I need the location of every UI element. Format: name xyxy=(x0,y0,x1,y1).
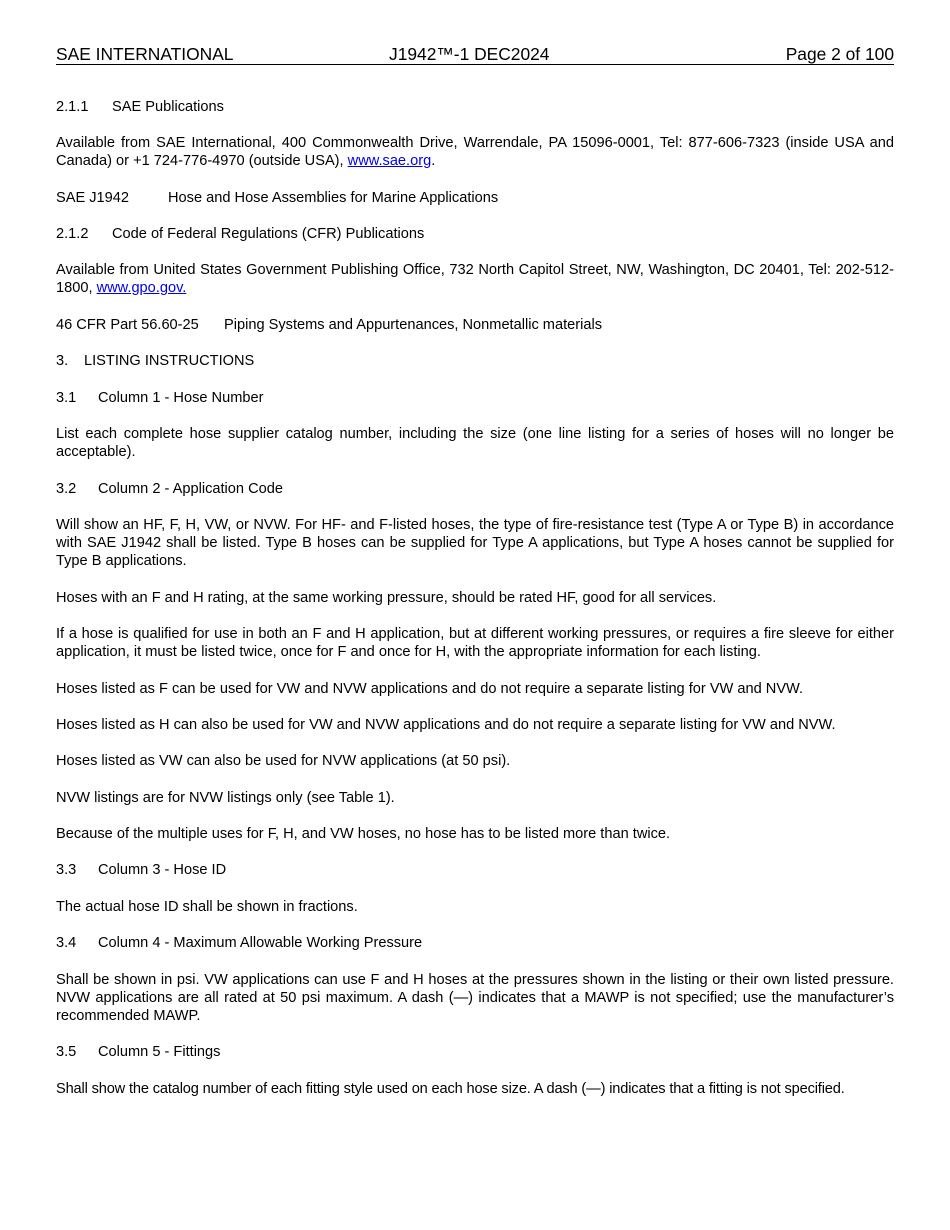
reference-title: Piping Systems and Appurtenances, Nonmetallic materials xyxy=(224,317,603,333)
gpo-availability-paragraph xyxy=(56,261,894,297)
sae-website-link[interactable]: www.sae.org xyxy=(347,153,432,169)
paragraph-3-4: Shall be shown in psi. VW applications can use F and H hoses at the pressures shown in the listing or their own listed pressure. NVW applications are all rated at 50 psi maximum. A dash (—) indicates that a MAWP is not specified; use the manufacturer’s recommended MAWP. xyxy=(56,972,894,1024)
paragraph-3-2-h: Because of the multiple uses for F, H, and VW hoses, no hose has to be listed more than twice. xyxy=(56,826,671,842)
header-organization: SAE INTERNATIONAL xyxy=(56,44,234,64)
section-3-5-heading xyxy=(56,1043,894,1061)
section-title: LISTING INSTRUCTIONS xyxy=(84,353,255,369)
paragraph-3-2-e: Hoses listed as H can also be used for VW and NVW applications and do not require a separate listing for VW and NVW. xyxy=(56,717,836,733)
section-2-1-1-heading xyxy=(56,98,894,116)
reference-title: Hose and Hose Assemblies for Marine Applications xyxy=(168,190,499,206)
paragraph-text: . xyxy=(431,153,436,169)
section-3-2-heading xyxy=(56,480,894,498)
paragraph-3-2-a: Will show an HF, F, H, VW, or NVW. For HF- and F-listed hoses, the type of fire-resistance test (Type A or Type B) in accordance with SAE J1942 shall be listed. Type B hoses can be supplied for Type A applications, but Type A hoses cannot be supplied for Type B applications. xyxy=(56,517,894,569)
gpo-website-link[interactable]: www.gpo.gov. xyxy=(96,280,187,296)
section-number: 3.3 xyxy=(56,862,77,878)
paragraph-3-2-f: Hoses listed as VW can also be used for NVW applications (at 50 psi). xyxy=(56,753,511,769)
section-number: 3.1 xyxy=(56,390,77,406)
section-title: Column 1 - Hose Number xyxy=(98,390,264,406)
paragraph-3-5: Shall show the catalog number of each fitting style used on each hose size. A dash (—) indicates that a fitting is not specified. xyxy=(56,1081,845,1097)
section-3-heading xyxy=(56,352,894,370)
section-3-1-heading xyxy=(56,389,894,407)
section-number: 3.2 xyxy=(56,481,77,497)
section-2-1-2-heading xyxy=(56,225,894,243)
paragraph-text: Available from United States Government Publishing Office, 732 North Capitol Street, NW, Washington, DC 20401, Tel: 202-512-1800, xyxy=(56,262,894,296)
section-title: Column 2 - Application Code xyxy=(98,481,283,497)
paragraph-3-2-d: Hoses listed as F can be used for VW and NVW applications and do not require a separate listing for VW and NVW. xyxy=(56,681,804,697)
section-title: SAE Publications xyxy=(112,99,224,115)
section-number: 3.4 xyxy=(56,935,77,951)
section-number: 3. xyxy=(56,353,69,369)
paragraph-3-2-g: NVW listings are for NVW listings only (see Table 1). xyxy=(56,790,395,806)
reference-code: SAE J1942 xyxy=(56,190,130,206)
reference-46-cfr xyxy=(56,316,894,334)
section-title: Column 3 - Hose ID xyxy=(98,862,227,878)
paragraph-3-3: The actual hose ID shall be shown in fractions. xyxy=(56,899,358,915)
header-document-id: J1942™-1 DEC2024 xyxy=(389,44,550,64)
document-page xyxy=(56,44,894,1097)
paragraph-3-2-b: Hoses with an F and H rating, at the same working pressure, should be rated HF, good for all services. xyxy=(56,590,717,606)
section-3-3-heading xyxy=(56,861,894,879)
reference-code: 46 CFR Part 56.60-25 xyxy=(56,317,199,333)
section-number: 3.5 xyxy=(56,1044,77,1060)
page-header xyxy=(56,44,894,65)
section-title: Code of Federal Regulations (CFR) Publications xyxy=(112,226,425,242)
paragraph-3-1: List each complete hose supplier catalog number, including the size (one line listing for a series of hoses will no longer be acceptable). xyxy=(56,426,894,460)
section-3-4-heading xyxy=(56,934,894,952)
section-title: Column 5 - Fittings xyxy=(98,1044,221,1060)
paragraph-text: Available from SAE International, 400 Commonwealth Drive, Warrendale, PA 15096-0001, Tel: 877-606-7323 (inside USA and Canada) or +1 724-776-4970 (outside USA), xyxy=(56,135,894,169)
sae-availability-paragraph xyxy=(56,134,894,170)
paragraph-3-2-c: If a hose is qualified for use in both an F and H application, but at different working pressures, or requires a fire sleeve for either application, it must be listed twice, once for F and once for H, with the appropriate information for each listing. xyxy=(56,626,894,660)
header-page-number: Page 2 of 100 xyxy=(785,44,894,64)
section-title: Column 4 - Maximum Allowable Working Pressure xyxy=(98,935,423,951)
reference-sae-j1942 xyxy=(56,189,894,207)
section-number: 2.1.1 xyxy=(56,99,89,115)
section-number: 2.1.2 xyxy=(56,226,89,242)
